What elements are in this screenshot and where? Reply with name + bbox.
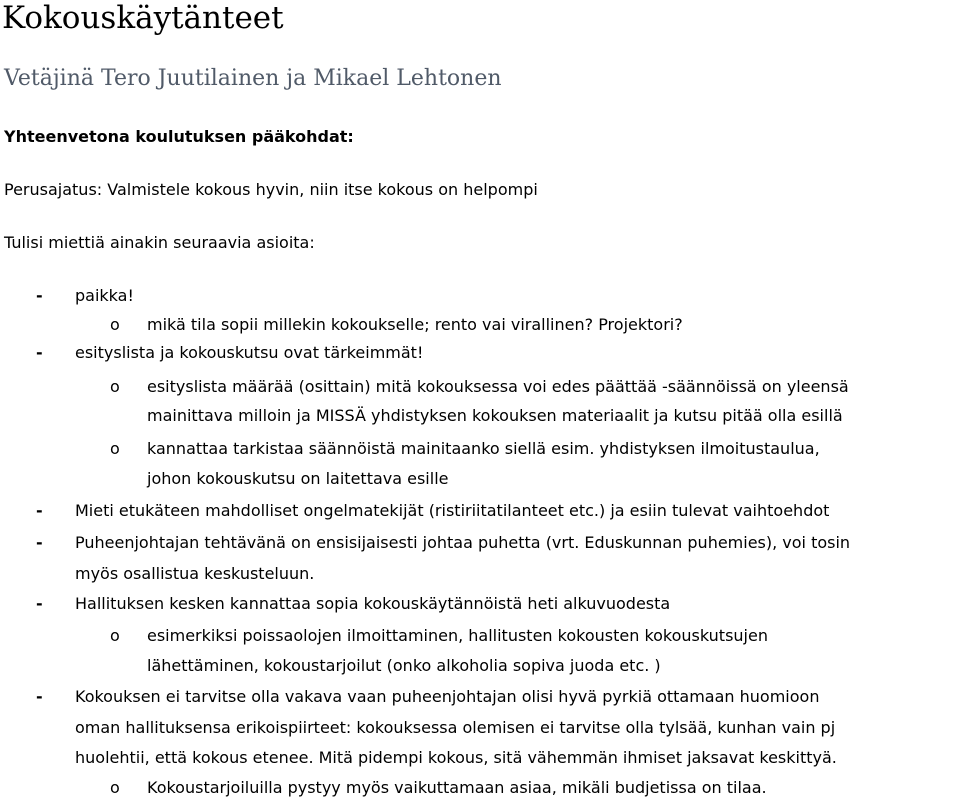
document-title: Kokouskäytänteet (2, 0, 284, 36)
sub-item-venue: mikä tila sopii millekin kokoukselle; rento vai virallinen? Projektori? (147, 315, 683, 334)
circle-bullet: o (110, 778, 120, 797)
dash-bullet: - (36, 594, 43, 613)
list-item-problems: Mieti etukäteen mahdolliset ongelmatekijät (ristiriitatilanteet etc.) ja esiin tulevat vaihtoehdot (75, 501, 830, 520)
sub-item-agenda-line2: mainittava milloin ja MISSÄ yhdistyksen kokouksen materiaalit ja kutsu pitää olla esillä (147, 406, 843, 425)
list-item-agenda: esityslista ja kokouskutsu ovat tärkeimmät! (75, 343, 424, 362)
list-item-tone-line3: huolehtii, että kokous etenee. Mitä pidempi kokous, sitä vähemmän ihmiset jaksavat keskittyä. (75, 748, 837, 767)
list-item-tone-line2: oman hallituksensa erikoispiirteet: kokouksessa olemisen ei tarvitse olla tylsää, kunhan vain pj (75, 718, 836, 737)
sub-item-agenda-line1: esityslista määrää (osittain) mitä kokouksessa voi edes päättää -säännöissä on yleensä (147, 377, 849, 396)
circle-bullet: o (110, 626, 120, 645)
dash-bullet: - (36, 501, 43, 520)
sub-item-examples-line2: lähettäminen, kokoustarjoilut (onko alkoholia sopiva juoda etc. ) (147, 656, 661, 675)
sub-item-rules-line2: johon kokouskutsu on laitettava esille (147, 469, 449, 488)
dash-bullet: - (36, 343, 43, 362)
list-item-place: paikka! (75, 286, 134, 305)
sub-item-rules-line1: kannattaa tarkistaa säännöistä mainitaanko siellä esim. yhdistyksen ilmoitustaulua, (147, 439, 820, 458)
document-subtitle: Vetäjinä Tero Juutilainen ja Mikael Lehtonen (4, 66, 502, 91)
dash-bullet: - (36, 286, 43, 305)
dash-bullet: - (36, 533, 43, 552)
sub-item-catering: Kokoustarjoiluilla pystyy myös vaikuttamaan asiaa, mikäli budjetissa on tilaa. (147, 778, 767, 797)
list-item-chair-line1: Puheenjohtajan tehtävänä on ensisijaisesti johtaa puhetta (vrt. Eduskunnan puhemies), voi tosin (75, 533, 851, 552)
summary-heading: Yhteenvetona koulutuksen pääkohdat: (4, 127, 354, 146)
circle-bullet: o (110, 315, 120, 334)
circle-bullet: o (110, 377, 120, 396)
consider-intro: Tulisi miettiä ainakin seuraavia asioita: (4, 233, 315, 252)
list-item-tone-line1: Kokouksen ei tarvitse olla vakava vaan puheenjohtajan olisi hyvä pyrkiä ottamaan huomioon (75, 687, 820, 706)
dash-bullet: - (36, 687, 43, 706)
list-item-chair-line2: myös osallistua keskusteluun. (75, 564, 315, 583)
list-item-board-practices: Hallituksen kesken kannattaa sopia kokouskäytännöistä heti alkuvuodesta (75, 594, 671, 613)
sub-item-examples-line1: esimerkiksi poissaolojen ilmoittaminen, hallitusten kokousten kokouskutsujen (147, 626, 768, 645)
circle-bullet: o (110, 439, 120, 458)
basic-idea: Perusajatus: Valmistele kokous hyvin, niin itse kokous on helpompi (4, 180, 538, 199)
